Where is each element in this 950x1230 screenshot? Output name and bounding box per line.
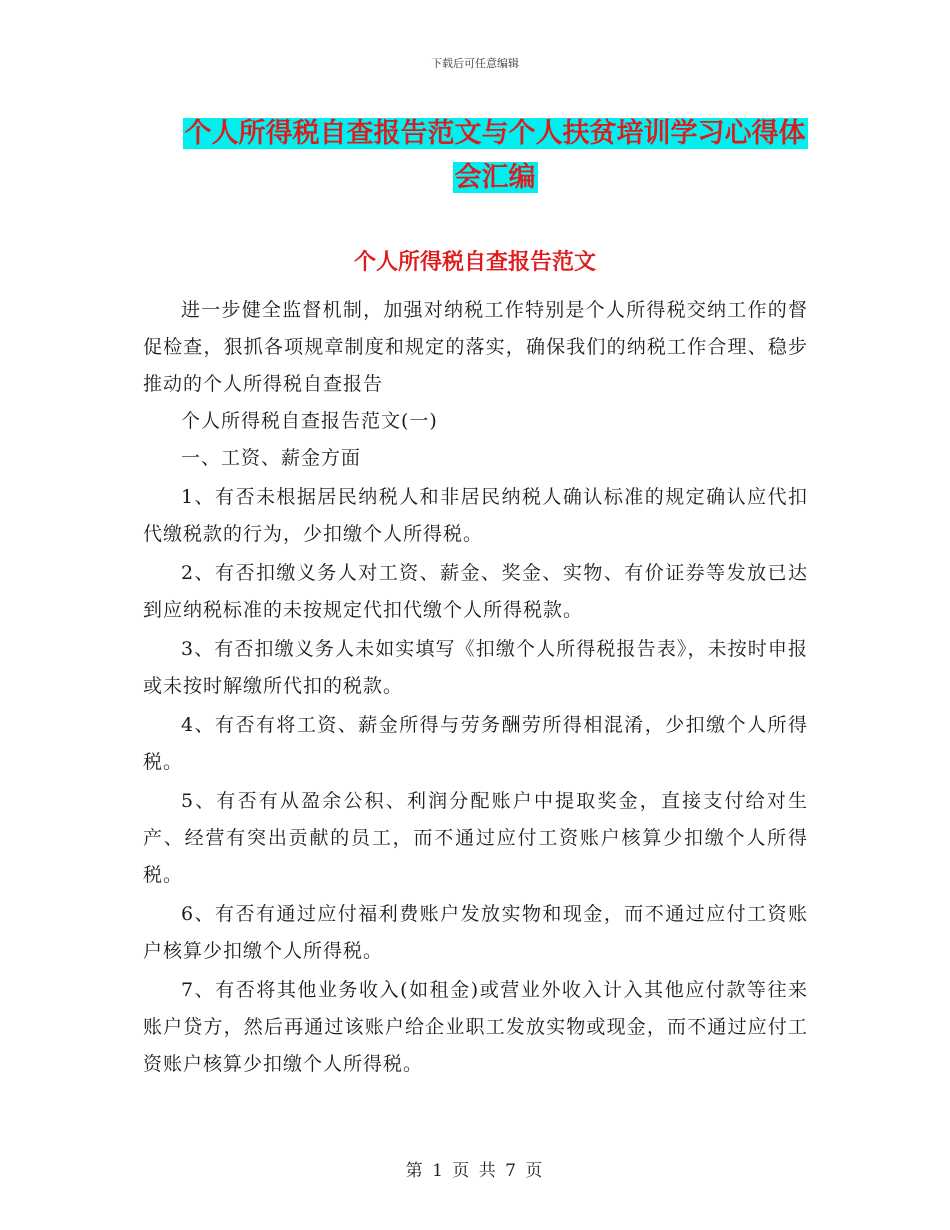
list-item: 2、有否扣缴义务人对工资、薪金、奖金、实物、有价证券等发放已达到应纳税标准的未按规定代扣代缴个人所得税款。	[143, 562, 808, 621]
list-item: 4、有否有将工资、薪金所得与劳务酬劳所得相混淆，少扣缴个人所得税。	[143, 714, 808, 773]
section-title: 个人所得税自查报告范文	[353, 249, 596, 275]
list-item: 5、有否有从盈余公积、利润分配账户中提取奖金，直接支付给对生产、经营有突出贡献的员工，而不通过应付工资账户核算少扣缴个人所得税。	[143, 790, 808, 886]
main-title-line1: 个人所得税自查报告范文与个人扶贫培训学习心得体	[184, 118, 806, 149]
header-note: 下载后可任意编辑	[431, 57, 519, 70]
list-item: 6、有否有通过应付福利费账户发放实物和现金，而不通过应付工资账户核算少扣缴个人所得税。	[143, 903, 808, 962]
body-text	[143, 292, 808, 1083]
paragraph-intro: 进一步健全监督机制，加强对纳税工作特别是个人所得税交纳工作的督促检查，狠抓各项规章制度和规定的落实，确保我们的纳税工作合理、稳步推动的个人所得税自查报告	[143, 299, 808, 395]
page-footer: 第 1 页 共 7 页	[405, 1161, 545, 1181]
list-item: 7、有否将其他业务收入(如租金)或营业外收入计入其他应付款等往来账户贷方，然后再通过该账户给企业职工发放实物或现金，而不通过应付工资账户核算少扣缴个人所得税。	[143, 979, 808, 1075]
list-item: 1、有否未根据居民纳税人和非居民纳税人确认标准的规定确认应代扣代缴税款的行为，少扣缴个人所得税。	[143, 486, 808, 545]
paragraph-heading: 一、工资、薪金方面	[181, 447, 362, 469]
paragraph-subtitle: 个人所得税自查报告范文(一)	[181, 410, 438, 432]
main-title	[150, 112, 840, 200]
list-item: 3、有否扣缴义务人未如实填写《扣缴个人所得税报告表》，未按时申报或未按时解缴所代扣的税款。	[143, 638, 808, 697]
main-title-line2: 会汇编	[454, 162, 536, 193]
